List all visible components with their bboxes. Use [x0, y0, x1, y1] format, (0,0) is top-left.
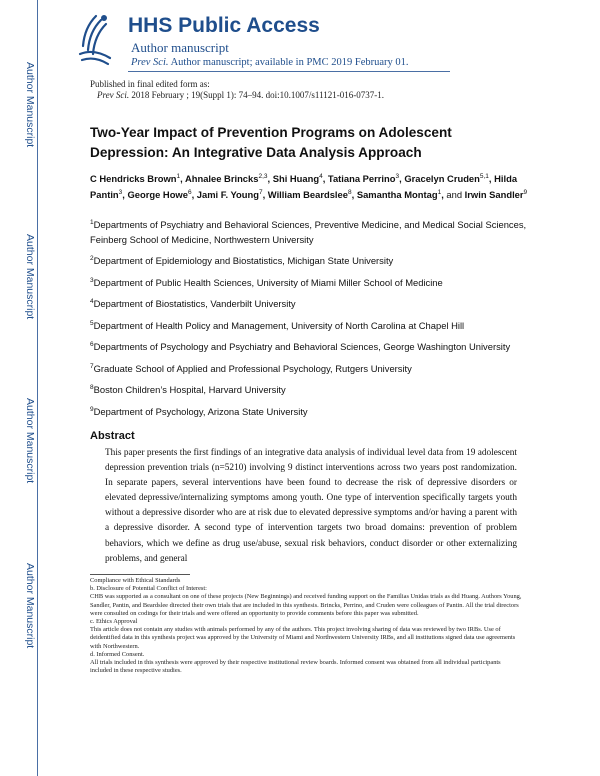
header-rule — [128, 71, 450, 72]
affiliation-mark: 2 — [90, 254, 94, 262]
sidebar-label: Author Manuscript — [24, 398, 36, 484]
affiliation — [90, 362, 540, 377]
hhs-eagle-logo-icon — [74, 10, 114, 68]
affiliation — [90, 405, 540, 420]
affiliation-mark: 1 — [90, 218, 94, 226]
journal-availability — [131, 57, 409, 68]
author-name: George Howe — [127, 188, 188, 200]
citation-journal: Prev Sci. — [97, 90, 130, 100]
affiliation-text: Departments of Psychiatry and Behavioral Sciences, Preventive Medicine, and Medical Social Sciences, Feinberg School of Medicine, Northwestern University — [90, 219, 527, 245]
sidebar-divider — [37, 0, 38, 776]
published-label: Published in final edited form as: — [90, 79, 210, 89]
author-affiliation-mark: 1 — [176, 172, 181, 180]
sidebar-label: Author Manuscript — [24, 62, 36, 148]
author-affiliation-mark: 9 — [523, 188, 528, 196]
affiliation-text: Department of Epidemiology and Biostatistics, Michigan State University — [93, 255, 394, 266]
affiliation-mark: 8 — [90, 383, 94, 391]
affiliation-text: Boston Children’s Hospital, Harvard University — [93, 384, 286, 395]
author-name: Shi Huang — [272, 173, 320, 184]
and-word: and — [446, 188, 463, 200]
affiliation-list — [90, 218, 540, 426]
author-name: Samantha Montag — [356, 188, 438, 200]
footnote-line: This article does not contain any studies with animals performed by any of the authors. This project involving sharing of data was reviewed by two IRBs. Use of deidentified data in this synthesis project was approved by the University of Miami and Northwestern University IRBs, and all institutions signed data use agreements with Northwestern. — [90, 626, 516, 650]
author-name: Irwin Sandler — [464, 188, 524, 200]
author-affiliation-mark: 5,1 — [479, 172, 489, 180]
affiliation — [90, 319, 540, 334]
author-name: Jami F. Young — [196, 188, 259, 200]
author-affiliation-mark: 8 — [347, 188, 352, 196]
affiliation — [90, 340, 540, 355]
sidebar-label: Author Manuscript — [24, 563, 36, 649]
citation-details: 2018 February ; 19(Suppl 1): 74–94. doi:10.1007/s11121-016-0737-1. — [131, 90, 384, 100]
sidebar-label: Author Manuscript — [24, 234, 36, 320]
affiliation-text: Department of Public Health Sciences, University of Miami Miller School of Medicine — [93, 276, 443, 288]
availability-text: Author manuscript; available in PMC 2019 February 01. — [170, 57, 409, 68]
affiliation-mark: 6 — [90, 340, 94, 348]
footnote-line: d. Informed Consent. — [90, 650, 145, 658]
author-name: Gracelyn Cruden — [404, 173, 480, 184]
author-affiliation-mark: 7 — [258, 188, 263, 196]
author-name: Tatiana Perrino — [327, 173, 396, 184]
affiliation-mark: 3 — [90, 276, 94, 284]
author-affiliation-mark: 2,3 — [258, 172, 268, 180]
abstract-text: This paper presents the first findings of an integrative data analysis of individual level data from 19 adolescent depression prevention trials (n=5210) involving 9 distinct interventions across two years post randomization. In separate papers, several interventions have been found to decrease the risk of depressive disorders or elevated depressive/internalizing symptoms among youth. One type of intervention specifically targets youth without a depressive disorder who are at risk due to elevated depressive symptoms and/or having a parent with a depressive disorder. A second type of intervention targets two broad domains: prevention of problem behaviors, which we define as drug use/abuse, sexual risk behaviors, conduct disorder or other externalizing problems, and general — [105, 448, 517, 564]
affiliation-text: Departments of Psychology and Psychiatry and Behavioral Sciences, George Washington University — [93, 341, 511, 352]
affiliation-text: Department of Psychology, Arizona State University — [93, 405, 308, 417]
affiliation — [90, 383, 540, 398]
affiliation — [90, 276, 540, 291]
affiliation-text: Department of Health Policy and Management, University of North Carolina at Chapel Hill — [93, 319, 465, 331]
affiliation-mark: 4 — [90, 297, 94, 305]
author-affiliation-mark: 1 — [437, 188, 442, 196]
author-affiliation-mark: 4 — [319, 172, 323, 180]
affiliation-mark: 5 — [90, 319, 94, 327]
author-name: Ahnalee Brincks — [184, 173, 259, 184]
author-list: C Hendricks Brown$^1$, Ahnalee Brincks$^{2,3}$, Shi Huang$^4$, Tatiana Perrino$^3$, Gracelyn Cruden$^{5,1}$, Hilda Pantin$^3$, George Howe$^6$, Jami F. Young$^7$, William Beardslee$^8$, Samantha Montag$^1$, and Irwin Sandler$^9$ — [90, 172, 528, 200]
author-name: William Beardslee — [267, 188, 348, 200]
affiliation-mark: 9 — [90, 405, 94, 413]
footnote-line: Compliance with Ethical Standards — [90, 577, 181, 584]
author-affiliation-mark: 3 — [395, 172, 400, 180]
journal-name: Prev Sci. — [131, 57, 169, 68]
footnote-line: CHB was supported as a consultant on one of these projects (New Beginnings) and received funding support on the Familias Unidas trials as did Huang. Authors Young, Sandler, Pantin, and Beardslee directed their own trials that are included in this synthesis. Brincks, Perrino, and Cruden were colleagues of Pantin. All the trial directors were consulted on codings for their trials and were offered an opportunity to provide comments before this paper was submitted. — [90, 593, 522, 617]
footnotes — [90, 577, 522, 675]
abstract-heading: Abstract — [90, 430, 135, 442]
author-affiliation-mark: 3 — [118, 188, 123, 196]
author-manuscript-sidebar — [0, 0, 60, 776]
author-name: Hilda Pantin — [90, 173, 518, 200]
affiliation-text: Department of Biostatistics, Vanderbilt University — [93, 298, 296, 309]
footnote-line: b. Disclosure of Potential Conflict of Interest: — [90, 585, 207, 593]
footnote-line: c. Ethics Approval — [90, 618, 138, 626]
affiliation — [90, 254, 540, 269]
author-name: C Hendricks Brown — [90, 173, 177, 184]
citation — [97, 90, 384, 100]
footnote-rule — [90, 574, 190, 575]
affiliation-mark: 7 — [90, 362, 94, 370]
footnote-line: All trials included in this synthesis were approved by their respective institutional review boards. Informed consent was obtained from all individual participants included in these respective studies. — [90, 659, 501, 675]
affiliation — [90, 218, 540, 247]
article-title: Two-Year Impact of Prevention Programs on Adolescent Depression: An Integrative Data Analysis Approach — [90, 125, 452, 160]
affiliation — [90, 297, 540, 312]
author-affiliation-mark: 6 — [187, 188, 192, 196]
hhs-public-access-title: HHS Public Access — [128, 14, 320, 37]
affiliation-text: Graduate School of Applied and Professional Psychology, Rutgers University — [93, 362, 412, 374]
author-manuscript-label: Author manuscript — [131, 40, 229, 55]
